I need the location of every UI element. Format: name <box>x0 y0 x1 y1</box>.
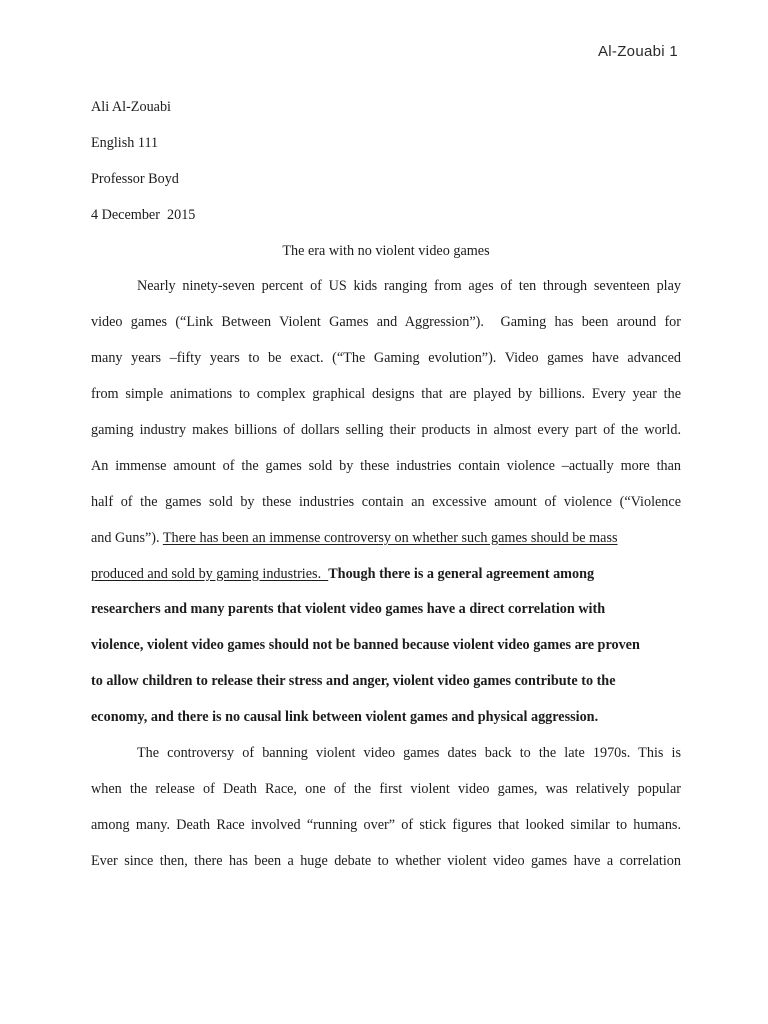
paragraph-line: Nearly ninety-seven percent of US kids ranging from ages of ten through seventeen play <box>137 278 681 295</box>
paragraph-line: An immense amount of the games sold by these industries contain violence –actually more than <box>91 457 681 474</box>
thesis-line: to allow children to release their stress and anger, violent video games contribute to the <box>91 673 616 690</box>
paragraph-line <box>91 557 681 593</box>
thesis-line: researchers and many parents that violent video games have a direct correlation with <box>91 601 606 618</box>
underlined-text: produced and sold by gaming industries. <box>91 565 329 582</box>
thesis-line: economy, and there is no causal link between violent games and physical aggression. <box>91 709 599 726</box>
paragraph-line: half of the games sold by these industries contain an excessive amount of violence (“Violence <box>91 493 681 510</box>
paragraph-line: Ever since then, there has been a huge debate to whether violent video games have a correlation <box>91 852 681 869</box>
paragraph-1 <box>91 269 681 736</box>
course-name: English 111 <box>91 134 159 151</box>
thesis-line: violence, violent video games should not be banned because violent video games are proven <box>91 637 640 654</box>
paragraph-line: The controversy of banning violent video games dates back to the late 1970s. This is <box>137 745 681 762</box>
paragraph-text: and Guns”). <box>91 529 163 546</box>
paragraph-line: gaming industry makes billions of dollars selling their products in almost every part of the world. <box>91 422 681 439</box>
thesis-text: Though there is a general agreement among <box>328 565 595 582</box>
paragraph-2 <box>91 736 681 880</box>
essay-title: The era with no violent video games <box>282 242 490 259</box>
paragraph-line: from simple animations to complex graphical designs that are played by billions. Every year the <box>91 386 681 403</box>
underlined-text: There has been an immense controversy on whether such games should be mass <box>162 529 618 546</box>
paragraph-line: among many. Death Race involved “running over” of stick figures that looked similar to humans. <box>91 816 681 833</box>
paragraph-line: video games (“Link Between Violent Games and Aggression”). Gaming has been around for <box>91 314 681 331</box>
author-name: Ali Al-Zouabi <box>91 99 171 115</box>
essay-date: 4 December 2015 <box>91 206 196 223</box>
paragraph-line: many years –fifty years to be exact. (“The Gaming evolution”). Video games have advanced <box>91 350 681 367</box>
professor-name: Professor Boyd <box>91 170 179 187</box>
essay-body <box>91 90 681 880</box>
paragraph-line: when the release of Death Race, one of the first violent video games, was relatively popular <box>91 780 681 797</box>
running-head: Al-Zouabi 1 <box>597 43 678 60</box>
paragraph-line <box>91 521 681 557</box>
